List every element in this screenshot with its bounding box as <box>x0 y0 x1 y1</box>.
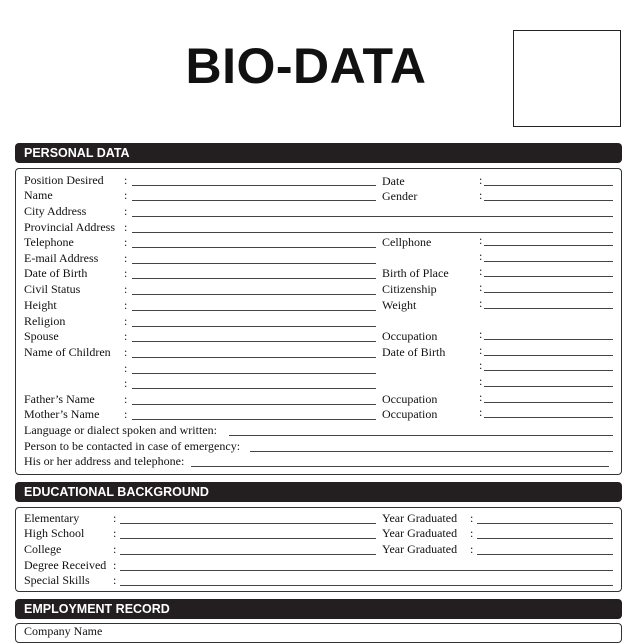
colon: : <box>124 204 128 218</box>
colon: : <box>124 251 128 265</box>
colon: : <box>124 235 128 249</box>
label-religion: Religion <box>24 314 66 328</box>
year-graduated-elementary-field[interactable] <box>477 523 613 524</box>
spouse-field[interactable] <box>132 341 376 342</box>
colon: : <box>479 343 483 357</box>
colon: : <box>124 220 128 234</box>
year-graduated-college-field[interactable] <box>477 554 613 555</box>
child-date-of-birth-field-1[interactable] <box>484 355 613 356</box>
label-elementary: Elementary <box>24 511 80 525</box>
colon: : <box>124 298 128 312</box>
child-name-field-1[interactable] <box>132 357 376 358</box>
colon: : <box>479 327 483 341</box>
colon: : <box>479 233 483 247</box>
label-special-skills: Special Skills <box>24 573 90 587</box>
colon: : <box>113 511 117 525</box>
college-field[interactable] <box>120 554 376 555</box>
label-father-occupation: Occupation <box>382 392 438 406</box>
photo-box[interactable] <box>513 30 621 127</box>
colon: : <box>113 573 117 587</box>
label-name-of-children: Name of Children <box>24 345 111 359</box>
gender-field[interactable] <box>484 200 613 201</box>
colon: : <box>124 314 128 328</box>
colon: : <box>124 188 128 202</box>
label-degree-received: Degree Received <box>24 558 107 572</box>
colon: : <box>470 542 474 556</box>
colon: : <box>124 173 128 187</box>
colon: : <box>124 361 128 375</box>
label-provincial-address: Provincial Address <box>24 220 115 234</box>
colon: : <box>124 282 128 296</box>
colon: : <box>479 280 483 294</box>
colon: : <box>479 358 483 372</box>
educational-background-box <box>15 507 622 592</box>
religion-field[interactable] <box>132 326 376 327</box>
language-field[interactable] <box>229 435 613 436</box>
colon: : <box>124 329 128 343</box>
child-name-field-3[interactable] <box>132 388 376 389</box>
colon: : <box>124 407 128 421</box>
label-name: Name <box>24 188 53 202</box>
colon: : <box>470 526 474 540</box>
label-spouse: Spouse <box>24 329 59 343</box>
year-graduated-high-school-field[interactable] <box>477 538 613 539</box>
label-citizenship: Citizenship <box>382 282 437 296</box>
label-date: Date <box>382 174 405 188</box>
colon: : <box>113 526 117 540</box>
colon: : <box>479 374 483 388</box>
label-emergency-contact: Person to be contacted in case of emergency: <box>24 439 241 453</box>
label-child-date-of-birth: Date of Birth <box>382 345 446 359</box>
label-telephone: Telephone <box>24 235 74 249</box>
email-address-field[interactable] <box>132 263 376 264</box>
weight-field[interactable] <box>484 308 613 309</box>
label-mothers-name: Mother’s Name <box>24 407 100 421</box>
label-year-graduated-elementary: Year Graduated <box>382 511 458 525</box>
fathers-name-field[interactable] <box>132 404 376 405</box>
birth-of-place-field[interactable] <box>484 276 613 277</box>
section-header-personal-data: PERSONAL DATA <box>15 143 622 163</box>
child-name-field-2[interactable] <box>132 373 376 374</box>
mother-occupation-field[interactable] <box>484 417 613 418</box>
label-emergency-address: His or her address and telephone: <box>24 454 185 468</box>
colon: : <box>479 296 483 310</box>
label-spouse-occupation: Occupation <box>382 329 438 343</box>
colon: : <box>124 392 128 406</box>
label-weight: Weight <box>382 298 417 312</box>
colon: : <box>479 264 483 278</box>
elementary-field[interactable] <box>120 523 376 524</box>
colon: : <box>479 188 483 202</box>
section-header-employment-record: EMPLOYMENT RECORD <box>15 599 622 619</box>
high-school-field[interactable] <box>120 538 376 539</box>
label-email-address: E-mail Address <box>24 251 99 265</box>
date-of-birth-field[interactable] <box>132 278 376 279</box>
label-gender: Gender <box>382 189 418 203</box>
page-title: BIO-DATA <box>185 38 427 94</box>
child-date-of-birth-field-2[interactable] <box>484 370 613 371</box>
father-occupation-field[interactable] <box>484 402 613 403</box>
colon: : <box>479 173 483 187</box>
position-desired-field[interactable] <box>132 185 376 186</box>
label-college: College <box>24 542 62 556</box>
cellphone-field[interactable] <box>484 245 613 246</box>
degree-received-field[interactable] <box>120 570 613 571</box>
provincial-address-field[interactable] <box>132 232 613 233</box>
cellphone-field-2[interactable] <box>484 261 613 262</box>
city-address-field[interactable] <box>132 216 613 217</box>
colon: : <box>113 542 117 556</box>
civil-status-field[interactable] <box>132 294 376 295</box>
name-field[interactable] <box>132 200 376 201</box>
label-language: Language or dialect spoken and written: <box>24 423 217 437</box>
citizenship-field[interactable] <box>484 292 613 293</box>
colon: : <box>124 266 128 280</box>
label-civil-status: Civil Status <box>24 282 81 296</box>
label-birth-of-place: Birth of Place <box>382 266 449 280</box>
label-height: Height <box>24 298 57 312</box>
colon: : <box>479 249 483 263</box>
colon: : <box>113 558 117 572</box>
colon: : <box>479 405 483 419</box>
label-high-school: High School <box>24 526 85 540</box>
label-position-desired: Position Desired <box>24 173 104 187</box>
mothers-name-field[interactable] <box>132 419 376 420</box>
telephone-field[interactable] <box>132 247 376 248</box>
colon: : <box>124 376 128 390</box>
label-year-graduated-high-school: Year Graduated <box>382 526 458 540</box>
height-field[interactable] <box>132 310 376 311</box>
label-city-address: City Address <box>24 204 87 218</box>
emergency-contact-field[interactable] <box>250 451 613 452</box>
employment-record-box <box>15 623 622 643</box>
label-year-graduated-college: Year Graduated <box>382 542 458 556</box>
label-company-name: Company Name <box>24 624 103 638</box>
colon: : <box>479 390 483 404</box>
label-date-of-birth: Date of Birth <box>24 266 88 280</box>
date-field[interactable] <box>484 185 613 186</box>
section-header-educational-background: EDUCATIONAL BACKGROUND <box>15 482 622 502</box>
emergency-address-field[interactable] <box>191 466 609 467</box>
label-cellphone: Cellphone <box>382 235 432 249</box>
colon: : <box>124 345 128 359</box>
special-skills-field[interactable] <box>120 585 613 586</box>
label-fathers-name: Father’s Name <box>24 392 95 406</box>
colon: : <box>470 511 474 525</box>
spouse-occupation-field[interactable] <box>484 339 613 340</box>
child-date-of-birth-field-3[interactable] <box>484 386 613 387</box>
label-mother-occupation: Occupation <box>382 407 438 421</box>
